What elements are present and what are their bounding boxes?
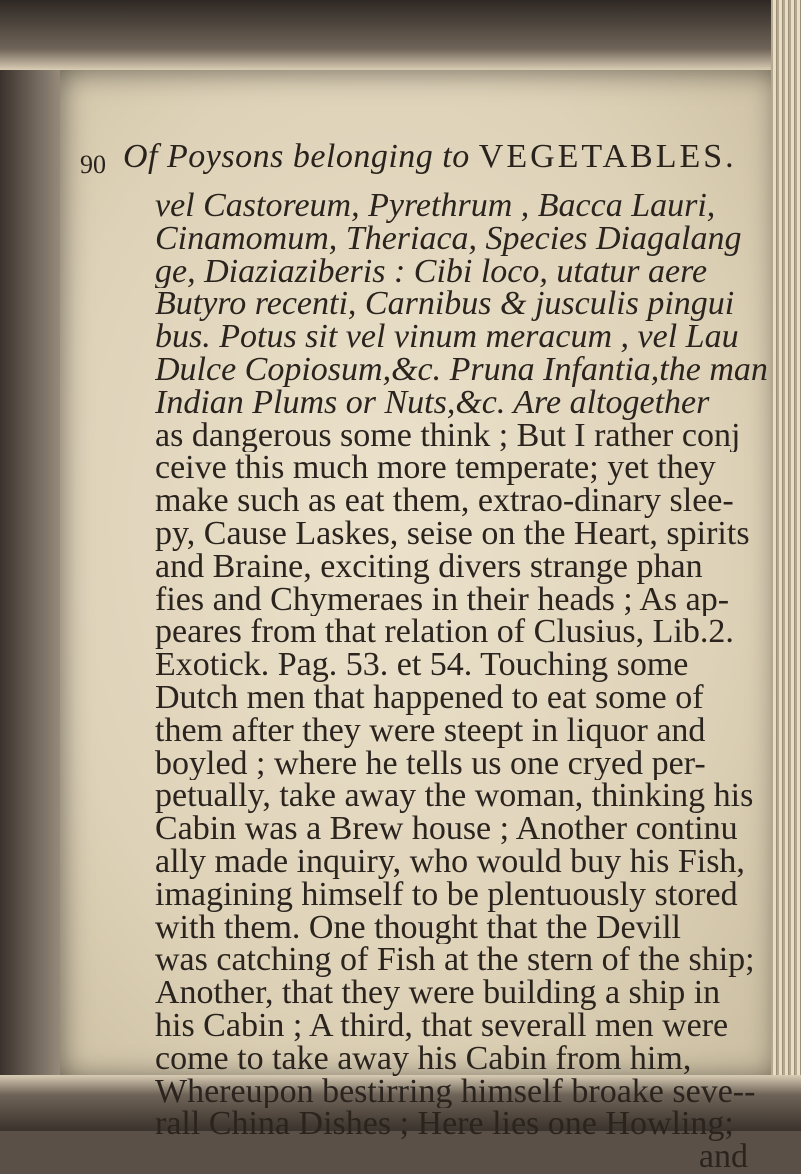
text-line: and Braine, exciting divers strange phan [155,550,703,584]
page-edges [771,0,801,1131]
text-line: make such as eat them, extrao-dinary slee- [155,485,734,518]
running-head-caps: VEGETABLES. [478,138,737,175]
text-line: come to take away his Cabin from him, [155,1042,692,1076]
text-line: his Cabin ; A third, that severall men were [155,1009,729,1043]
text-line: rall China Dishes ; Here lies one Howling; [155,1108,734,1142]
text-line: Dulce Copiosum,&c. Pruna Infantia,the man [155,353,768,387]
text-line: with them. One thought that the Devill [155,911,681,945]
text-line: as dangerous some think ; But I rather conj [155,419,741,453]
text-line: Indian Plums or Nuts,&c. Are altogether [155,386,710,420]
text-line: Butyro recenti, Carnibus & jusculis pingui [155,288,735,322]
text-line: fies and Chymeraes in their heads ; As ap- [155,583,730,617]
text-line: Cinamomum, Theriaca, Species Diagalang [155,222,742,256]
text-line: bus. Potus sit vel vinum meracum , vel Lau [155,321,739,354]
text-line: peares from that relation of Clusius, Lib.2. [155,616,734,650]
text-line: ge, Diaziaziberis : Cibi loco, utatur aere [155,255,708,289]
top-shadow [0,0,801,70]
text-line: Exotick. Pag. 53. et 54. Touching some [155,649,689,682]
text-line: vel Castoreum, Pyrethrum , Bacca Lauri, [155,190,716,223]
text-line: was catching of Fish at the stern of the ship; [155,944,755,978]
text-line: imagining himself to be plentuously stored [155,878,738,912]
text-line: py, Cause Laskes, seise on the Heart, spirits [155,517,750,551]
text-line: boyled ; where he tells us one cryed per- [155,747,706,781]
text-line: petually, take away the woman, thinking his [155,780,754,814]
page-number: 90 [80,150,106,179]
text-line: ally made inquiry, who would buy his Fish, [155,845,745,879]
text-line: Another, that they were building a ship in [155,977,721,1010]
text-line: Cabin was a Brew house ; Another continu [155,813,738,846]
text-line: ceive this much more temperate; yet they [155,452,716,486]
catchword: and [698,1141,748,1174]
body-text [155,190,770,1174]
text-line: Whereupon bestirring himself broake seve-- [155,1075,756,1109]
text-line: them after they were steept in liquor and [155,714,706,748]
running-head [123,138,737,176]
text-line: Dutch men that happened to eat some of [155,681,704,715]
running-head-italic: Of Poysons belonging to [123,138,479,175]
